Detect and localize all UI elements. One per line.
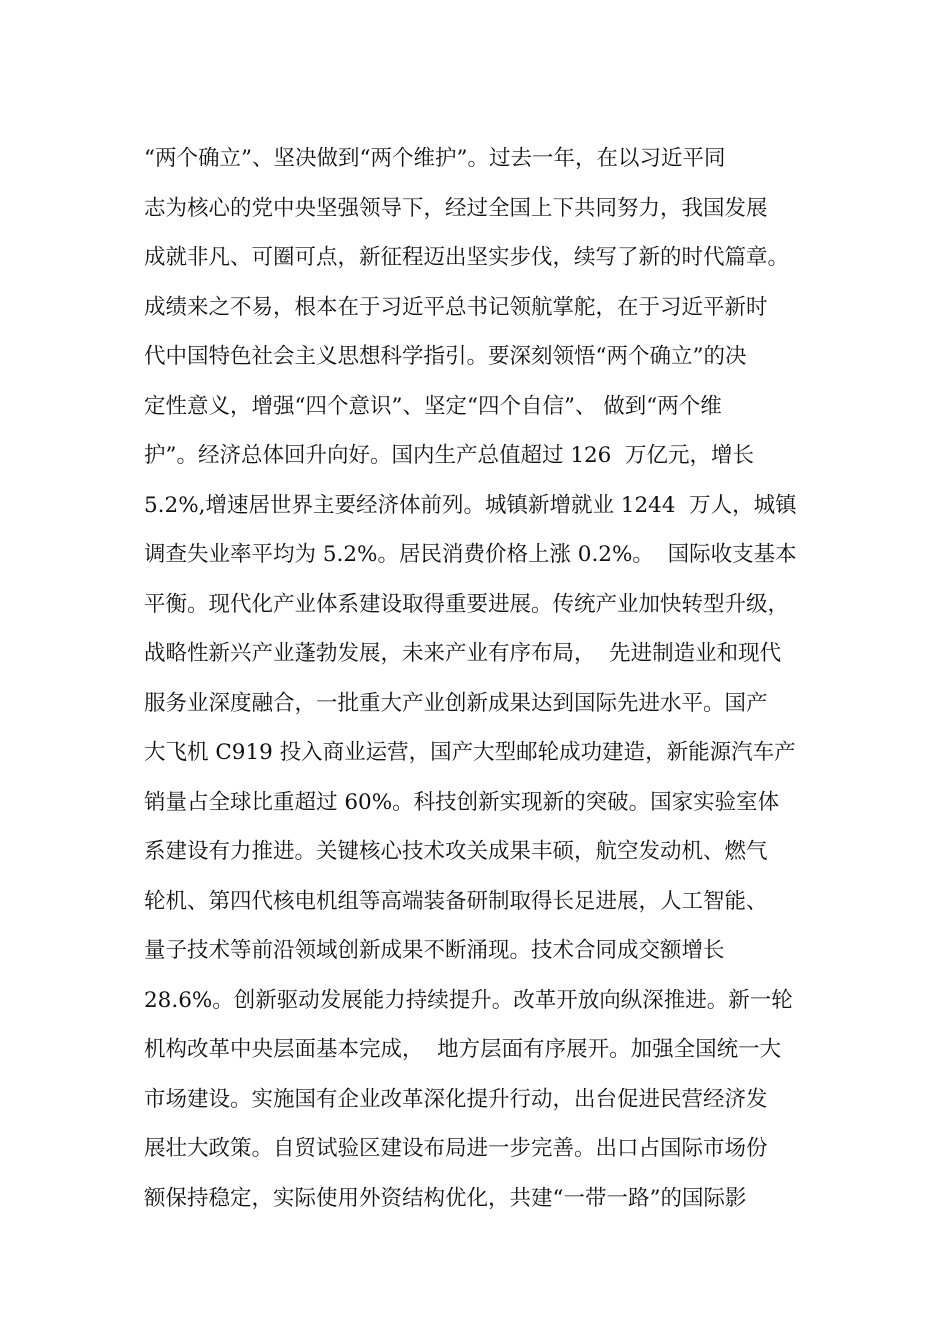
text-line: 轮机、第四代核电机组等高端装备研制取得长足进展，人工智能、 (144, 888, 768, 914)
text-line: 护”。经济总体回升向好。国内生产总值超过 126 万亿元，增长 (144, 443, 755, 468)
text-line: 服务业深度融合，一批重大产业创新成果达到国际先进水平。国产 (144, 690, 768, 716)
text-line: 定性意义，增强“四个意识”、坚定“四个自信”、 做到“两个维 (144, 393, 722, 419)
text-line: 5.2%,增速居世界主要经济体前列。城镇新增就业 1244 万人，城镇 (144, 492, 797, 518)
text-line: 调查失业率平均为 5.2%。居民消费价格上涨 0.2%。 国际收支基本 (144, 542, 797, 567)
text-line: 额保持稳定，实际使用外资结构优化，共建“一带一路”的国际影 (144, 1185, 747, 1211)
text-line: 代中国特色社会主义思想科学指引。要深刻领悟“两个确立”的决 (144, 344, 747, 369)
text-line: 量子技术等前沿领域创新成果不断涌现。技术合同成交额增长 (144, 938, 725, 963)
text-line: 平衡。现代化产业体系建设取得重要进展。传统产业加快转型升级， (144, 591, 790, 617)
text-line: 大飞机 C919 投入商业运营，国产大型邮轮成功建造，新能源汽车产 (144, 740, 796, 765)
text-line: 机构改革中央层面基本完成， 地方层面有序展开。加强全国统一大 (144, 1037, 782, 1062)
text-line: 志为核心的党中央坚强领导下，经过全国上下共同努力，我国发展 (144, 195, 768, 221)
text-line: 展壮大政策。自贸试验区建设布局进一步完善。出口占国际市场份 (144, 1136, 768, 1161)
text-line: 战略性新兴产业蓬勃发展，未来产业有序布局， 先进制造业和现代 (144, 641, 782, 666)
text-line: 市场建设。实施国有企业改革深化提升行动，出台促进民营经济发 (144, 1086, 768, 1112)
text-line: 成绩来之不易，根本在于习近平总书记领航掌舵，在于习近平新时 (144, 294, 768, 320)
body-text (144, 134, 824, 1223)
text-line: “两个确立”、坚决做到“两个维护”。过去一年，在以习近平同 (144, 146, 726, 171)
text-line: 成就非凡、可圈可点，新征程迈出坚实步伐，续写了新的时代篇章。 (144, 245, 790, 270)
text-line: 28.6%。创新驱动发展能力持续提升。改革开放向纵深推进。新一轮 (144, 987, 793, 1013)
text-line: 销量占全球比重超过 60%。科技创新实现新的突破。国家实验室体 (144, 789, 780, 815)
text-line: 系建设有力推进。关键核心技术攻关成果丰硕，航空发动机、燃气 (144, 839, 768, 864)
